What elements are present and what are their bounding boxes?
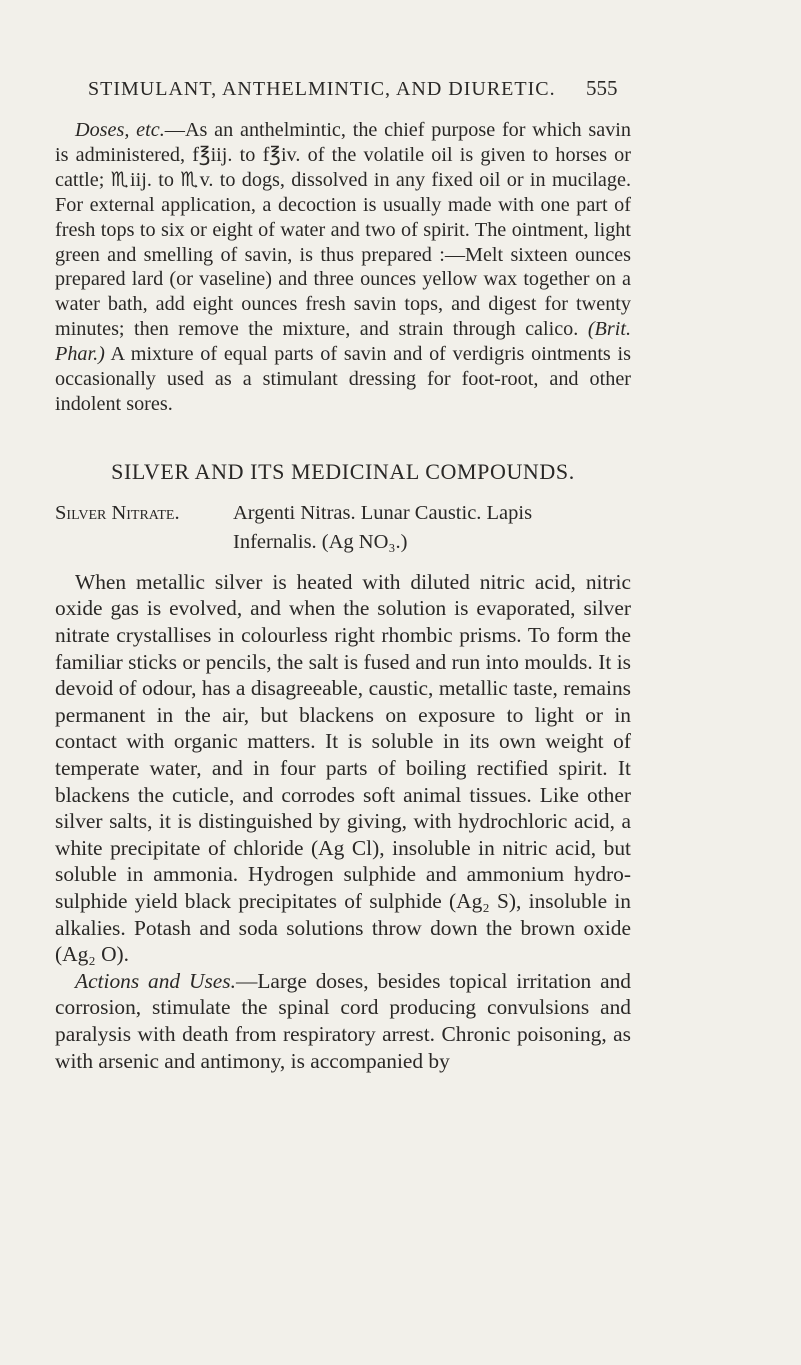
doses-citation: (Brit. Phar.) <box>55 318 632 366</box>
silver-nitrate-description: When metallic silver is heated with diluted nitric acid, nitric oxide gas is evolved, and when the solution is evaporated, silver nitrate crystallises in colourless right rhombic prisms. To form the familiar sticks or pencils, the salt is fused and run into moulds. It is devoid of odour, has a disagreeable, caustic, metallic taste, remains permanent in the air, but blackens on exposure to light or in contact with organic matters. It is soluble in its own weight of temperate water, and in four parts of boiling rectified spirit. It blackens the cuticle, and corrodes soft animal tissues. Like other silver salts, it is distinguished by giving, with hydrochloric acid, a white precipitate of chloride (Ag Cl), insoluble in nitric acid, but soluble in ammonia. Hydrogen sulphide and ammonium hydro-sulphide yield black precipitates of sulphide (Ag₂ S), insoluble in alkalies. Potash and soda solutions throw down the brown oxide (Ag₂ O). <box>55 569 631 967</box>
doses-text: —As an anthelmintic, the chief purpose for which savin is administered, f℥iij. to f℥iv. of the volatile oil is given to horses or cattle; ♏︎iij. to ♏︎v. to dogs, dissolved in any fixed oil or in mucilage. For external application, a decoction is usually made with one part of fresh tops to six or eight of water and two of spirit. The ointment, light green and smelling of savin, is thus prepared :—Melt sixteen ounces prepared lard (or vaseline) and three ounces yellow wax together on a water bath, add eight ounces fresh savin tops, and digest for twenty minutes; then remove the mixture, and strain through calico. <box>55 119 631 341</box>
actions-text: —Large doses, besides topical irritation and corrosion, stimulate the spinal cord producing convulsions and paralysis with death from respiratory arrest. Chronic poisoning, as with arsenic and antimony, is accompanied by <box>55 968 631 1073</box>
compound-synonyms-line-1: Argenti Nitras. Lunar Caustic. Lapis <box>233 501 533 524</box>
actions-paragraph <box>55 968 631 1074</box>
page-body <box>55 118 631 1074</box>
compound-synonyms-line-2: Infernalis. (Ag NO₃.) <box>233 530 408 553</box>
silver-nitrate-heading <box>55 499 631 557</box>
doses-text-after: A mixture of equal parts of savin and of verdigris ointments is occasionally used as a stimulant dressing for foot-root, and other indolent sores. <box>55 343 631 415</box>
doses-paragraph <box>55 118 631 417</box>
compound-name: Silver Nitrate. <box>55 501 180 524</box>
running-head: STIMULANT, ANTHELMINTIC, AND DIURETIC. <box>88 78 556 100</box>
section-title: SILVER AND ITS MEDICINAL COMPOUNDS. <box>111 458 575 484</box>
page-number: 555 <box>586 76 618 100</box>
actions-lead: Actions and Uses. <box>75 968 236 993</box>
doses-lead: Doses, etc. <box>75 119 165 141</box>
